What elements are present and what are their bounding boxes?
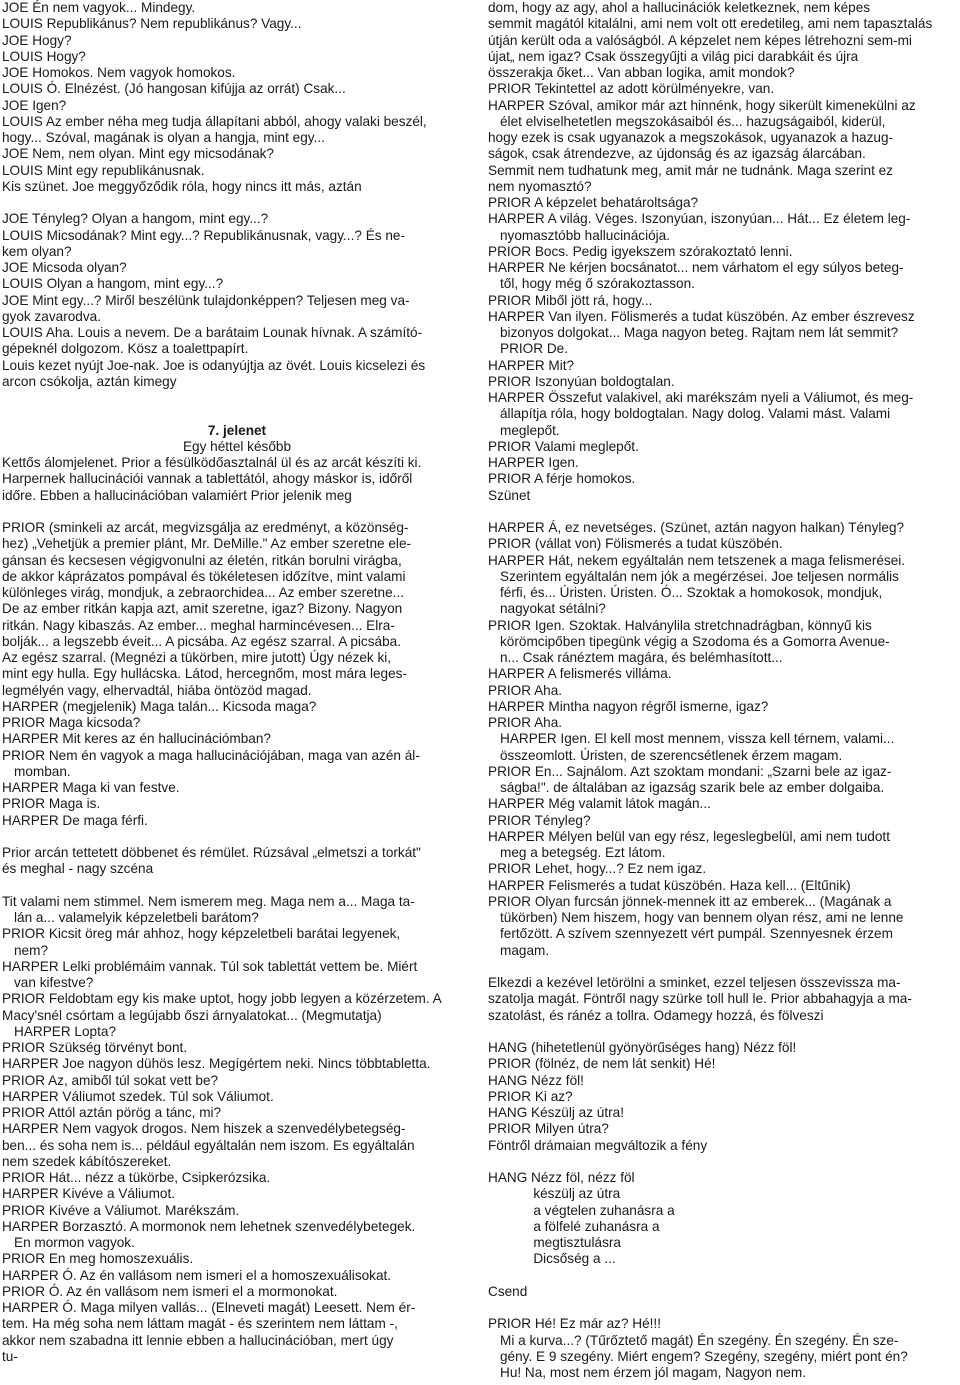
- text-line: gánsan és kecsesen végigvonulni az életén, ritkán borulni virágba,: [2, 552, 402, 568]
- text-line: PRIOR Hát... nézz a tükörbe, Csipkerózsika.: [2, 1170, 271, 1185]
- text-line: LOUIS Micsodának? Mint egy...? Republikánusnak, vagy...? És ne-: [2, 227, 405, 243]
- text-line: HARPER Á, ez nevetséges. (Szünet, aztán nagyon halkan) Tényleg?: [488, 520, 905, 535]
- text-line: Macy'snél csórtam a legújabb őszi árnyalatokat... (Megmutatja): [2, 1007, 382, 1023]
- text-line: Kettős álomjelenet. Prior a fésülködőasztalnál ül és az arcát készíti ki.: [2, 455, 422, 470]
- text-line: a végtelen zuhanásra a: [488, 1202, 675, 1218]
- text-line: momban.: [14, 763, 71, 779]
- text-line: időre. Ebben a hallucinációban valamiért Prior jelenik meg: [2, 487, 352, 503]
- text-line: nem szedek kábítószereket.: [2, 1153, 172, 1169]
- text-line: Kis szünet. Joe meggyőződik róla, hogy nincs itt más, aztán: [2, 178, 362, 194]
- text-line: körömcipőben tipegünk végig a Szodoma és a Gomorra Avenue-: [500, 633, 890, 649]
- text-line: HARPER Ó. Az én vallásom nem ismeri el a homoszexuálisokat.: [2, 1267, 392, 1283]
- text-line: HARPER Igen. El kell most mennem, vissza kell térnem, valami...: [500, 731, 895, 747]
- text-line: HARPER Nem vagyok drogos. Nem hiszek a szenvedélybetegség-: [2, 1121, 406, 1137]
- text-line: összerakja őket... Van abban logika, amit mondok?: [488, 65, 795, 80]
- text-line: n... Csak ránéztem magára, és belémhasított...: [500, 650, 783, 665]
- text-line: kem olyan?: [2, 243, 72, 259]
- text-line: HARPER A világ. Véges. Iszonyúan, iszonyúan... Hát... Ez életem leg-: [488, 211, 911, 227]
- text-line: HARPER Ó. Maga milyen vallás... (Elneveti magát) Leesett. Nem ér-: [2, 1300, 416, 1315]
- text-line: JOE Homokos. Nem vagyok homokos.: [2, 65, 236, 80]
- text-line: PRIOR Hé! Ez már az? Hé!!!: [488, 1316, 661, 1332]
- text-line: PRIOR En meg homoszexuális.: [2, 1251, 194, 1267]
- text-line: bolják... a legszebb éveit... A picsába. Az egész szarral. A picsába.: [2, 633, 401, 649]
- text-line: JOE Nem, nem olyan. Mint egy micsodának?: [2, 146, 274, 162]
- text-line: HARPER (megjelenik) Maga talán... Kicsoda maga?: [2, 698, 317, 714]
- text-line: Szünet: [488, 487, 531, 503]
- text-line: PRIOR Aha.: [488, 715, 563, 730]
- text-line: PRIOR Az, amiből túl sokat vett be?: [2, 1072, 219, 1088]
- text-line: HARPER Szóval, amikor már azt hinnénk, hogy sikerült kimenekülni az: [488, 97, 916, 113]
- text-line: hez) „Vehetjük a premier plánt, Mr. DeMille." Az ember szeretne ele-: [2, 536, 412, 552]
- text-line: JOE Tényleg? Olyan a hangom, mint egy...?: [2, 211, 269, 227]
- text-line: HARPER Lelki problémáim vannak. Túl sok tablettát vettem be. Miért: [2, 958, 418, 974]
- text-line: HARPER Mit keres az én hallucinációmban?: [2, 731, 271, 747]
- text-line: HARPER Joe nagyon dühös lesz. Megígértem neki. Nincs többtabletta.: [2, 1056, 431, 1072]
- text-line: HARPER Van ilyen. Fölismerés a tudat küszöbén. Az ember észrevesz: [488, 308, 915, 324]
- text-line: LOUIS Aha. Louis a nevem. De a barátaim Lounak hívnak. A számító-: [2, 325, 423, 340]
- text-line: LOUIS Olyan a hangom, mint egy...?: [2, 276, 224, 292]
- text-line: megtisztulásra: [488, 1235, 621, 1250]
- text-line: ritkán. Nagy kibaszás. Az ember... meghal harmincévesen... Elra-: [2, 617, 395, 633]
- text-line: JOE Én nem vagyok... Mindegy.: [2, 0, 196, 15]
- text-line: [2, 829, 472, 845]
- text-line: [488, 504, 956, 520]
- text-line: HARPER Mit?: [488, 357, 575, 373]
- text-line: JOE Micsoda olyan?: [2, 260, 127, 275]
- text-line: nem?: [14, 942, 49, 958]
- text-line: összeomlott. Úristen, de szerencsétlenek érzem magam.: [500, 747, 843, 763]
- text-line: tem. Ha még soha nem láttam magát - és szerintem nem láttam -,: [2, 1316, 398, 1332]
- text-line: HARPER De maga férfi.: [2, 812, 148, 828]
- text-line: LOUIS Hogy?: [2, 48, 86, 64]
- text-line: ben... és soha nem is... például egyáltalán nem iszom. Es egyáltalán: [2, 1137, 415, 1153]
- text-line: tükörben) Nem hiszem, hogy van bennem olyan rész, ami ne lenne: [500, 910, 904, 925]
- text-line: [2, 195, 472, 211]
- text-line: PRIOR Iszonyúan boldogtalan.: [488, 373, 675, 389]
- text-line: PRIOR Nem én vagyok a maga hallucinációjában, maga van azén ál-: [2, 747, 420, 763]
- text-line: HARPER Maga ki van festve.: [2, 780, 180, 795]
- text-line: [2, 406, 472, 422]
- text-line: [488, 959, 956, 975]
- text-line: Hu! Na, most nem érzem jól magam, Nagyon nem.: [500, 1365, 806, 1380]
- text-line: HARPER Összefut valakivel, aki marékszám nyeli a Váliumot, és meg-: [488, 390, 914, 405]
- text-line: HARPER Hát, nekem egyáltalán nem tetszenek a maga felismerései.: [488, 552, 906, 568]
- text-line: HANG Nézz föl, nézz föl: [488, 1170, 635, 1185]
- text-line: mint egy hulla. Egy hullácska. Látod, hercegnőm, most mára leges-: [2, 666, 407, 682]
- text-line: nem nyomasztó?: [488, 178, 592, 194]
- text-line: gyok zavarodva.: [2, 308, 101, 324]
- text-line: Dicsőség a ...: [488, 1251, 616, 1267]
- text-line: 7. jelenet: [207, 422, 267, 438]
- text-line: hogy... Szóval, magának is olyan a hangja, mint egy...: [2, 130, 325, 145]
- text-line: Föntről drámaian megváltozik a fény: [488, 1137, 708, 1153]
- text-line: szatolja magát. Föntről nagy szürke toll hull le. Prior abbahagyja a ma-: [488, 991, 912, 1007]
- text-line: HARPER Még valamit látok magán...: [488, 796, 711, 812]
- text-line: HARPER Váliumot szedek. Túl sok Váliumot.: [2, 1088, 274, 1104]
- text-line: és meghal - nagy szcéna: [2, 861, 154, 877]
- text-line: LOUIS Mint egy republikánusnak.: [2, 162, 205, 178]
- text-line: fertőzött. A szívem szennyezett vért pumpál. Szennyesnek érzem: [500, 926, 893, 942]
- text-line: nyomasztóbb hallucinációja.: [500, 227, 671, 243]
- text-line: készülj az útra: [488, 1186, 621, 1202]
- text-line: dom, hogy az agy, ahol a hallucinációk keletkeznek, nem képes: [488, 0, 871, 15]
- text-line: PRIOR Milyen útra?: [488, 1121, 609, 1137]
- text-line: PRIOR Szükség törvényt bont.: [2, 1040, 188, 1055]
- text-line: LOUIS Ó. Elnézést. (Jó hangosan kifújja az orrát) Csak...: [2, 81, 346, 97]
- text-line: [488, 1154, 956, 1170]
- text-line: [2, 504, 472, 520]
- text-line: meg a betegség. Ezt látom.: [500, 845, 666, 860]
- text-line: lán a... valamelyik képzeletbeli barátom?: [14, 910, 259, 925]
- text-line: nagyokat sétálni?: [500, 601, 606, 617]
- text-line: PRIOR Maga kicsoda?: [2, 715, 141, 730]
- text-line: útján került oda a valóságból. A képzelet nem képes létrehozni sem-mi: [488, 32, 912, 48]
- text-line: PRIOR De.: [500, 341, 568, 357]
- text-line: De az ember ritkán kapja azt, amit szeretne, igaz? Bizony. Nagyon: [2, 601, 403, 617]
- text-line: tu-: [2, 1348, 18, 1364]
- text-line: PRIOR Ó. Az én vallásom nem ismeri el a mormonokat.: [2, 1283, 338, 1299]
- text-line: [2, 878, 472, 894]
- text-line: Mi a kurva...? (Tűrőztető magát) Én szegény. Én szegény. Én sze-: [500, 1332, 899, 1348]
- text-line: de akkor káprázatos pompával és tökéletesen időzítve, mint valami: [2, 568, 406, 584]
- text-line: PRIOR (sminkeli az arcát, megvizsgálja az eredményt, a közönség-: [2, 520, 409, 535]
- text-line: HARPER Mintha nagyon régről ismerne, igaz?: [488, 698, 769, 714]
- text-line: Harpernek hallucinációi vannak a tablettától, ahogy máskor is, időről: [2, 471, 413, 487]
- text-line: állapítja róla, hogy boldogtalan. Nagy dolog. Valami mást. Valami: [500, 406, 891, 422]
- text-line: [488, 1300, 956, 1316]
- text-line: PRIOR Maga is.: [2, 796, 101, 812]
- text-line: JOE Hogy?: [2, 32, 72, 48]
- text-line: HANG (hihetetlenül gyönyörűséges hang) Nézz föl!: [488, 1040, 797, 1055]
- text-line: PRIOR Valami meglepőt.: [488, 438, 639, 454]
- text-line: különleges virág, mondjuk, a zebraorchidea... Az ember szeretne...: [2, 585, 404, 600]
- text-line: JOE Mint egy...? Miről beszélünk tulajdonképpen? Teljesen meg va-: [2, 292, 410, 308]
- text-line: meglepőt.: [500, 422, 560, 438]
- text-line: Az egész szarral. (Megnézi a tükörben, mire jutott) Úgy nézek ki,: [2, 650, 392, 665]
- right-column: [488, 0, 956, 1381]
- text-line: legmélyén vagy, elhervadtál, hiába öntözöd magad.: [2, 682, 312, 698]
- left-column: [2, 0, 472, 1365]
- text-line: PRIOR Ki az?: [488, 1088, 573, 1104]
- text-line: En mormon vagyok.: [14, 1235, 135, 1250]
- text-line: újat„ nem igaz? Csak összegyűjti a világ pici darabkáit és újra: [488, 48, 859, 64]
- text-line: a fölfelé zuhanásra a: [488, 1218, 660, 1234]
- text-line: arcon csókolja, aztán kimegy: [2, 373, 177, 389]
- text-line: Tit valami nem stimmel. Nem ismerem meg. Maga nem a... Maga ta-: [2, 893, 415, 909]
- text-line: szatolást, és ránéz a tollra. Odamegy hozzá, és fölveszi: [488, 1007, 824, 1023]
- text-line: Semmit nem tudhatunk meg, amit már ne tudnánk. Maga szerint ez: [488, 162, 893, 178]
- text-line: PRIOR A férje homokos.: [488, 471, 636, 487]
- text-line: PRIOR A képzelet behatároltsága?: [488, 195, 699, 210]
- text-line: PRIOR Tekintettel az adott körülményekre, van.: [488, 81, 775, 97]
- text-line: HANG Készülj az útra!: [488, 1105, 624, 1120]
- text-line: [488, 1268, 956, 1284]
- text-line: JOE Igen?: [2, 97, 67, 113]
- text-line: Egy héttel később: [182, 438, 292, 454]
- text-line: magam.: [500, 942, 550, 958]
- text-line: HARPER Ne kérjen bocsánatot... nem várhatom el egy súlyos beteg-: [488, 260, 904, 275]
- text-line: gépeknél dolgozom. Kösz a toalettpapírt.: [2, 341, 249, 357]
- text-line: HARPER Felismerés a tudat küszöbén. Haza kell... (Eltűnik): [488, 877, 851, 893]
- text-line: Prior arcán tettetett döbbenet és rémület. Rúzsával „elmetszi a torkát": [2, 845, 421, 860]
- text-line: HARPER Mélyen belül van egy rész, legeslegbelül, ami nem tudott: [488, 828, 890, 844]
- text-line: [2, 390, 472, 406]
- text-line: PRIOR Igen. Szoktak. Halványlila stretchnadrágban, könnyű kis: [488, 617, 872, 633]
- text-line: Szerintem egyáltalán nem jók a megérzései. Joe teljesen normális: [500, 568, 899, 584]
- text-line: PRIOR Tényleg?: [488, 812, 591, 828]
- text-line: ságok, csak átrendezve, az újdonság és az igazság álarcában.: [488, 146, 866, 162]
- text-line: semmit magától kitalálni, ami nem volt ott eredetileg, ami nem tapasztalás: [488, 16, 933, 32]
- text-line: PRIOR (fölnéz, de nem lát senkit) Hé!: [488, 1056, 716, 1072]
- text-line: PRIOR En... Sajnálom. Azt szoktam mondani: „Szarni bele az igaz-: [488, 763, 892, 779]
- text-line: HARPER A felismerés villáma.: [488, 666, 672, 682]
- text-line: bizonyos dolgokat... Maga nagyon beteg. Rajtam nem lát semmit?: [500, 325, 899, 340]
- text-line: HARPER Kivéve a Váliumot.: [2, 1186, 176, 1202]
- text-line: PRIOR Feldobtam egy kis make uptot, hogy jobb legyen a közérzetem. A: [2, 991, 442, 1007]
- text-line: ságba!". de általában az igazság szarik bele az ember dolgaiba.: [500, 780, 885, 795]
- text-line: HARPER Igen.: [488, 455, 579, 470]
- text-line: PRIOR Bocs. Pedig igyekszem szórakoztató lenni.: [488, 243, 793, 259]
- text-line: HARPER Borzasztó. A mormonok nem lehetnek szenvedélybetegek.: [2, 1218, 416, 1234]
- text-line: től, hogy még ő szórakoztasson.: [500, 276, 695, 292]
- text-line: PRIOR Miből jött rá, hogy...: [488, 292, 653, 308]
- text-line: Louis kezet nyújt Joe-nak. Joe is odanyújtja az övét. Louis kicselezi és: [2, 357, 426, 373]
- text-line: PRIOR Kivéve a Váliumot. Marékszám.: [2, 1202, 240, 1218]
- text-line: akkor nem szabadna itt lennie ebben a hallucinációban, mert úgy: [2, 1332, 394, 1348]
- text-line: élet elviselhetetlen megszokásaiból és... hazugságaiból, kiderül,: [500, 113, 886, 129]
- text-line: PRIOR Attól aztán pörög a tánc, mi?: [2, 1105, 222, 1120]
- text-line: Elkezdi a kezével letörölni a sminket, ezzel teljesen összevissza ma-: [488, 975, 901, 990]
- text-line: [488, 1024, 956, 1040]
- text-line: PRIOR Kicsit öreg már ahhoz, hogy képzeletbeli barátai legyenek,: [2, 926, 401, 942]
- text-line: PRIOR (vállat von) Fölismerés a tudat küszöbén.: [488, 536, 783, 552]
- text-line: gény. E 9 szegény. Miért engem? Szegény, szegény, miért pont én?: [500, 1348, 908, 1364]
- text-line: férfi, és... Úristen. Úristen. Ó... Szoktak a homokosok, mondjuk,: [500, 585, 883, 600]
- text-line: PRIOR Lehet, hogy...? Ez nem igaz.: [488, 861, 707, 877]
- text-line: HANG Nézz föl!: [488, 1072, 584, 1088]
- text-line: hogy ezek is csak ugyanazok a megszokások, ugyanazok a hazug-: [488, 130, 894, 145]
- text-line: LOUIS Republikánus? Nem republikánus? Vagy...: [2, 16, 302, 32]
- text-line: LOUIS Az ember néha meg tudja állapítani abból, ahogy valaki beszél,: [2, 113, 427, 129]
- text-line: HARPER Lopta?: [14, 1023, 117, 1039]
- text-line: Csend: [488, 1283, 528, 1299]
- text-line: PRIOR Aha.: [488, 682, 563, 698]
- text-line: PRIOR Olyan furcsán jönnek-mennek itt az emberek... (Magának a: [488, 893, 892, 909]
- text-line: van kifestve?: [14, 975, 94, 990]
